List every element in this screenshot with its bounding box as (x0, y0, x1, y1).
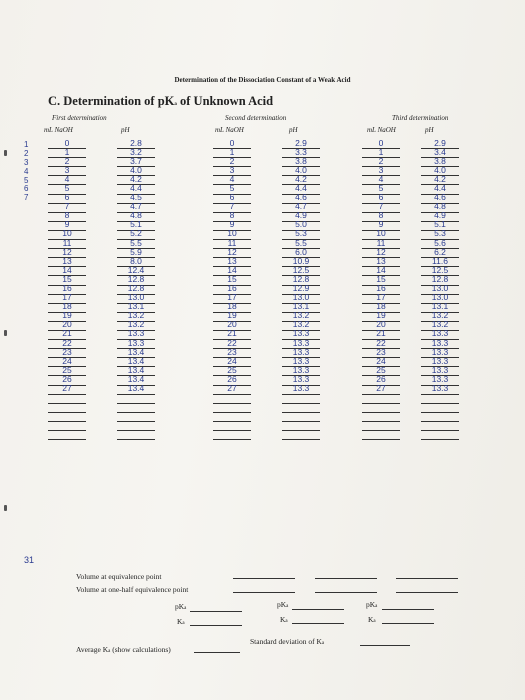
ml-naoh-cell[interactable]: 14 (362, 267, 400, 276)
ph-cell[interactable] (282, 422, 320, 431)
equivalence-third-blank[interactable] (396, 578, 458, 579)
ml-naoh-cell[interactable]: 15 (362, 276, 400, 285)
section-title: C. Determination of pKa of Unknown Acid (48, 94, 274, 108)
first-ml-naoh-header: mL NaOH (44, 126, 73, 134)
ml-naoh-cell[interactable]: 23 (213, 349, 251, 358)
ph-cell[interactable]: 13.3 (282, 340, 320, 349)
ml-naoh-cell[interactable]: 8 (213, 213, 251, 222)
third-ml-naoh-header: mL NaOH (367, 126, 396, 134)
ml-naoh-cell[interactable]: 26 (48, 376, 86, 385)
ml-naoh-cell[interactable]: 13 (48, 258, 86, 267)
ka-first-blank[interactable] (190, 625, 242, 626)
margin-number: 2 (24, 148, 29, 158)
ph-cell[interactable]: 13.1 (421, 304, 459, 313)
ph-cell[interactable]: 13.4 (117, 358, 155, 367)
ml-naoh-cell[interactable]: 17 (362, 295, 400, 304)
ml-naoh-cell[interactable]: 18 (48, 304, 86, 313)
ph-cell[interactable]: 13.2 (117, 313, 155, 322)
ph-cell[interactable]: 3.2 (117, 149, 155, 158)
ml-naoh-cell[interactable]: 16 (213, 286, 251, 295)
ph-cell[interactable] (282, 431, 320, 440)
ph-cell[interactable]: 4.9 (282, 213, 320, 222)
ph-cell[interactable]: 13.2 (282, 313, 320, 322)
first-ph-column (117, 137, 155, 440)
std-dev-blank[interactable] (360, 645, 410, 646)
ml-naoh-cell[interactable] (213, 404, 251, 413)
ph-cell[interactable]: 4.9 (421, 213, 459, 222)
second-ml-column (213, 137, 251, 440)
ph-cell[interactable]: 5.6 (421, 240, 459, 249)
ph-cell[interactable]: 13.2 (117, 322, 155, 331)
pka-second-blank[interactable] (292, 609, 344, 610)
ml-naoh-cell[interactable] (48, 395, 86, 404)
ph-cell[interactable] (117, 431, 155, 440)
ph-cell[interactable]: 13.0 (421, 286, 459, 295)
ml-naoh-cell[interactable] (48, 431, 86, 440)
ml-naoh-cell[interactable]: 2 (213, 158, 251, 167)
ph-cell[interactable]: 12.9 (282, 286, 320, 295)
ml-naoh-cell[interactable]: 12 (362, 249, 400, 258)
ph-cell[interactable] (117, 404, 155, 413)
ml-naoh-cell[interactable]: 4 (362, 176, 400, 185)
ph-cell[interactable]: 13.1 (282, 304, 320, 313)
ml-naoh-cell[interactable]: 5 (213, 185, 251, 194)
ph-cell[interactable]: 3.8 (421, 158, 459, 167)
ph-cell[interactable]: 5.0 (282, 222, 320, 231)
ml-naoh-cell[interactable]: 11 (362, 240, 400, 249)
ph-cell[interactable]: 4.4 (421, 185, 459, 194)
ml-naoh-cell[interactable] (362, 413, 400, 422)
ml-naoh-cell[interactable]: 10 (48, 231, 86, 240)
ml-naoh-cell[interactable]: 25 (48, 367, 86, 376)
margin-number: 6 (24, 184, 29, 194)
ph-cell[interactable] (282, 395, 320, 404)
ml-naoh-cell[interactable]: 19 (213, 313, 251, 322)
ph-cell[interactable]: 13.1 (117, 304, 155, 313)
half-equivalence-second-blank[interactable] (315, 592, 377, 593)
ph-cell[interactable]: 13.3 (421, 358, 459, 367)
ml-naoh-cell[interactable]: 21 (48, 331, 86, 340)
ph-cell[interactable]: 13.2 (282, 322, 320, 331)
ml-naoh-cell[interactable]: 17 (48, 295, 86, 304)
ml-naoh-cell[interactable]: 20 (48, 322, 86, 331)
ml-naoh-cell[interactable]: 19 (48, 313, 86, 322)
ph-cell[interactable]: 8.0 (117, 258, 155, 267)
ph-cell[interactable] (421, 395, 459, 404)
ph-cell[interactable]: 4.2 (117, 176, 155, 185)
ka-third-blank[interactable] (382, 623, 434, 624)
ml-naoh-cell[interactable]: 1 (213, 149, 251, 158)
ml-naoh-cell[interactable] (213, 422, 251, 431)
ph-cell[interactable]: 13.3 (421, 331, 459, 340)
ph-cell[interactable] (421, 431, 459, 440)
ml-naoh-cell[interactable] (362, 395, 400, 404)
pka-first-blank[interactable] (190, 611, 242, 612)
ph-cell[interactable]: 4.6 (421, 195, 459, 204)
ph-cell[interactable]: 3.8 (282, 158, 320, 167)
ml-naoh-cell[interactable]: 24 (213, 358, 251, 367)
ph-cell[interactable]: 13.4 (117, 367, 155, 376)
ml-naoh-cell[interactable]: 18 (213, 304, 251, 313)
ph-cell[interactable]: 13.4 (117, 386, 155, 395)
third-ml-column (362, 137, 400, 440)
ph-cell[interactable]: 13.3 (421, 386, 459, 395)
second-ml-naoh-header: mL NaOH (215, 126, 244, 134)
ml-naoh-cell[interactable]: 11 (48, 240, 86, 249)
ph-cell[interactable]: 12.5 (282, 267, 320, 276)
ml-naoh-cell[interactable] (213, 395, 251, 404)
ph-cell[interactable] (117, 422, 155, 431)
ml-naoh-cell[interactable]: 27 (48, 386, 86, 395)
ph-cell[interactable]: 4.0 (117, 167, 155, 176)
ml-naoh-cell[interactable]: 0 (213, 140, 251, 149)
ph-cell[interactable]: 5.1 (421, 222, 459, 231)
ml-naoh-cell[interactable]: 27 (213, 386, 251, 395)
ml-naoh-cell[interactable]: 16 (48, 286, 86, 295)
ph-cell[interactable] (421, 422, 459, 431)
ml-naoh-cell[interactable]: 16 (362, 286, 400, 295)
ph-cell[interactable]: 13.0 (421, 295, 459, 304)
ml-naoh-cell[interactable]: 6 (213, 195, 251, 204)
ml-naoh-cell[interactable] (362, 404, 400, 413)
ph-cell[interactable]: 4.8 (421, 204, 459, 213)
ph-cell[interactable]: 13.3 (421, 349, 459, 358)
ml-naoh-cell[interactable]: 2 (362, 158, 400, 167)
ml-naoh-cell[interactable]: 8 (362, 213, 400, 222)
average-ka-label: Average Ka (show calculations) (76, 645, 171, 654)
ml-naoh-cell[interactable]: 9 (48, 222, 86, 231)
ph-cell[interactable]: 3.7 (117, 158, 155, 167)
ph-cell[interactable]: 13.3 (421, 340, 459, 349)
ph-cell[interactable]: 13.3 (282, 376, 320, 385)
ml-naoh-cell[interactable]: 25 (362, 367, 400, 376)
ml-naoh-cell[interactable]: 6 (48, 195, 86, 204)
ph-cell[interactable]: 4.4 (117, 185, 155, 194)
ml-naoh-cell[interactable]: 14 (213, 267, 251, 276)
ml-naoh-cell[interactable]: 6 (362, 195, 400, 204)
ml-naoh-cell[interactable]: 23 (48, 349, 86, 358)
ml-naoh-cell[interactable]: 4 (48, 176, 86, 185)
ph-cell[interactable]: 5.5 (282, 240, 320, 249)
ml-naoh-cell[interactable]: 3 (362, 167, 400, 176)
ph-cell[interactable]: 3.3 (282, 149, 320, 158)
margin-number: 1 (24, 140, 29, 149)
std-dev-label: Standard deviation of Ka (250, 637, 325, 646)
ml-naoh-cell[interactable]: 13 (362, 258, 400, 267)
ph-cell[interactable]: 13.0 (117, 295, 155, 304)
ph-cell[interactable]: 4.7 (117, 204, 155, 213)
ml-naoh-cell[interactable]: 20 (213, 322, 251, 331)
ph-cell[interactable]: 13.2 (421, 322, 459, 331)
ml-naoh-cell[interactable]: 27 (362, 386, 400, 395)
ml-naoh-cell[interactable]: 22 (48, 340, 86, 349)
ml-naoh-cell[interactable]: 12 (213, 249, 251, 258)
ml-naoh-cell[interactable]: 17 (213, 295, 251, 304)
binder-hole (4, 330, 7, 336)
ml-naoh-cell[interactable] (362, 431, 400, 440)
ph-cell[interactable]: 13.3 (117, 331, 155, 340)
ph-cell[interactable]: 5.3 (282, 231, 320, 240)
ph-cell[interactable]: 12.8 (117, 276, 155, 285)
ph-cell[interactable]: 2.8 (117, 140, 155, 149)
ml-naoh-cell[interactable]: 26 (362, 376, 400, 385)
third-determination-header: Third determination (392, 114, 449, 122)
ml-naoh-cell[interactable]: 26 (213, 376, 251, 385)
ph-cell[interactable]: 6.2 (421, 249, 459, 258)
first-determination-header: First determination (52, 114, 107, 122)
ph-cell[interactable]: 11.6 (421, 258, 459, 267)
equivalence-first-blank[interactable] (233, 578, 295, 579)
ka-label-first: Ka (177, 617, 185, 626)
ml-naoh-cell[interactable]: 1 (362, 149, 400, 158)
ml-naoh-cell[interactable]: 5 (362, 185, 400, 194)
ml-naoh-cell[interactable]: 21 (213, 331, 251, 340)
ka-label-second: Ka (280, 615, 288, 624)
ml-naoh-cell[interactable]: 24 (362, 358, 400, 367)
ml-naoh-cell[interactable]: 3 (48, 167, 86, 176)
equivalence-point-label: Volume at equivalence point (76, 572, 162, 581)
ka-label-third: Ka (368, 615, 376, 624)
ml-naoh-cell[interactable]: 15 (213, 276, 251, 285)
ml-naoh-cell[interactable]: 4 (213, 176, 251, 185)
ph-cell[interactable]: 5.5 (117, 240, 155, 249)
first-ph-header: pH (121, 126, 130, 134)
ph-cell[interactable]: 5.9 (117, 249, 155, 258)
ml-naoh-cell[interactable] (48, 404, 86, 413)
half-equivalence-label: Volume at one-half equivalence point (76, 585, 189, 594)
ml-naoh-cell[interactable]: 8 (48, 213, 86, 222)
second-ph-column (282, 137, 320, 440)
average-ka-blank[interactable] (194, 652, 240, 653)
ph-cell[interactable]: 13.3 (282, 331, 320, 340)
ph-cell[interactable]: 4.5 (117, 195, 155, 204)
first-ml-column (48, 137, 86, 440)
margin-number: 3 (24, 157, 29, 167)
ml-naoh-cell[interactable]: 9 (362, 222, 400, 231)
ml-naoh-cell[interactable]: 0 (48, 140, 86, 149)
ml-naoh-cell[interactable]: 7 (48, 204, 86, 213)
margin-number: 4 (24, 166, 29, 176)
ml-naoh-cell[interactable]: 1 (48, 149, 86, 158)
equivalence-second-blank[interactable] (315, 578, 377, 579)
ml-naoh-cell[interactable]: 3 (213, 167, 251, 176)
margin-note: 31 (24, 555, 35, 565)
ml-naoh-cell[interactable]: 5 (48, 185, 86, 194)
half-equivalence-third-blank[interactable] (396, 592, 458, 593)
third-ph-column (421, 137, 459, 440)
pka-third-blank[interactable] (382, 609, 434, 610)
pka-label-second: pKa (277, 600, 289, 609)
ph-cell[interactable] (282, 413, 320, 422)
ph-cell[interactable]: 4.7 (282, 204, 320, 213)
ml-naoh-cell[interactable] (362, 422, 400, 431)
ph-cell[interactable]: 4.6 (282, 195, 320, 204)
ph-cell[interactable]: 4.2 (421, 176, 459, 185)
ml-naoh-cell[interactable]: 15 (48, 276, 86, 285)
ml-naoh-cell[interactable]: 7 (362, 204, 400, 213)
ml-naoh-cell[interactable] (213, 431, 251, 440)
ph-cell[interactable]: 5.1 (117, 222, 155, 231)
binder-hole (4, 505, 7, 511)
ml-naoh-cell[interactable] (48, 413, 86, 422)
ph-cell[interactable]: 4.0 (421, 167, 459, 176)
ph-cell[interactable]: 13.3 (282, 349, 320, 358)
ph-cell[interactable]: 3.4 (421, 149, 459, 158)
ph-cell[interactable]: 4.8 (117, 213, 155, 222)
margin-number: 7 (24, 193, 29, 203)
ph-cell[interactable]: 5.3 (421, 231, 459, 240)
document-title: Determination of the Dissociation Constant of a Weak Acid (174, 76, 351, 84)
ph-cell[interactable] (421, 404, 459, 413)
ml-naoh-cell[interactable] (48, 422, 86, 431)
ml-naoh-cell[interactable]: 7 (213, 204, 251, 213)
ph-cell[interactable] (117, 395, 155, 404)
ml-naoh-cell[interactable]: 14 (48, 267, 86, 276)
half-equivalence-first-blank[interactable] (233, 592, 295, 593)
ka-second-blank[interactable] (292, 623, 344, 624)
ph-cell[interactable]: 13.0 (282, 295, 320, 304)
ml-naoh-cell[interactable]: 25 (213, 367, 251, 376)
margin-number: 5 (24, 175, 29, 185)
ph-cell[interactable]: 13.3 (421, 367, 459, 376)
ph-cell[interactable]: 12.5 (421, 267, 459, 276)
ml-naoh-cell[interactable]: 0 (362, 140, 400, 149)
ml-naoh-cell[interactable]: 18 (362, 304, 400, 313)
ph-cell[interactable]: 13.4 (117, 376, 155, 385)
ml-naoh-cell[interactable]: 9 (213, 222, 251, 231)
ph-cell[interactable]: 10.9 (282, 258, 320, 267)
ml-naoh-cell[interactable]: 12 (48, 249, 86, 258)
ph-cell[interactable]: 4.2 (282, 176, 320, 185)
ml-naoh-cell[interactable]: 23 (362, 349, 400, 358)
ml-naoh-cell[interactable]: 19 (362, 313, 400, 322)
ph-cell[interactable]: 4.0 (282, 167, 320, 176)
ph-cell[interactable]: 12.4 (117, 267, 155, 276)
ph-cell[interactable]: 13.3 (282, 358, 320, 367)
ph-cell[interactable]: 12.8 (421, 276, 459, 285)
ph-cell[interactable]: 13.2 (421, 313, 459, 322)
ml-naoh-cell[interactable]: 10 (362, 231, 400, 240)
ph-cell[interactable] (282, 404, 320, 413)
ph-cell[interactable]: 5.2 (117, 231, 155, 240)
ml-naoh-cell[interactable]: 21 (362, 331, 400, 340)
ph-cell[interactable]: 2.9 (421, 140, 459, 149)
ph-cell[interactable]: 6.0 (282, 249, 320, 258)
margin-numbers (24, 140, 38, 202)
ph-cell[interactable]: 2.9 (282, 140, 320, 149)
ph-cell[interactable] (117, 413, 155, 422)
second-ph-header: pH (289, 126, 298, 134)
ml-naoh-cell[interactable]: 20 (362, 322, 400, 331)
ph-cell[interactable] (421, 413, 459, 422)
ph-cell[interactable]: 13.3 (282, 367, 320, 376)
ml-naoh-cell[interactable]: 22 (362, 340, 400, 349)
second-determination-header: Second determination (225, 114, 287, 122)
ml-naoh-cell[interactable]: 10 (213, 231, 251, 240)
ml-naoh-cell[interactable]: 24 (48, 358, 86, 367)
ml-naoh-cell[interactable] (213, 413, 251, 422)
binder-hole (4, 150, 7, 156)
ph-cell[interactable]: 13.3 (282, 386, 320, 395)
ml-naoh-cell[interactable]: 13 (213, 258, 251, 267)
ph-cell[interactable]: 13.3 (117, 340, 155, 349)
pka-label-third: pKa (366, 600, 378, 609)
ml-naoh-cell[interactable]: 22 (213, 340, 251, 349)
third-ph-header: pH (425, 126, 434, 134)
ml-naoh-cell[interactable]: 2 (48, 158, 86, 167)
ph-cell[interactable]: 13.4 (117, 349, 155, 358)
ph-cell[interactable]: 12.8 (117, 286, 155, 295)
ph-cell[interactable]: 4.4 (282, 185, 320, 194)
ml-naoh-cell[interactable]: 11 (213, 240, 251, 249)
ph-cell[interactable]: 13.3 (421, 376, 459, 385)
ph-cell[interactable]: 12.8 (282, 276, 320, 285)
pka-label-first: pKa (175, 602, 187, 611)
